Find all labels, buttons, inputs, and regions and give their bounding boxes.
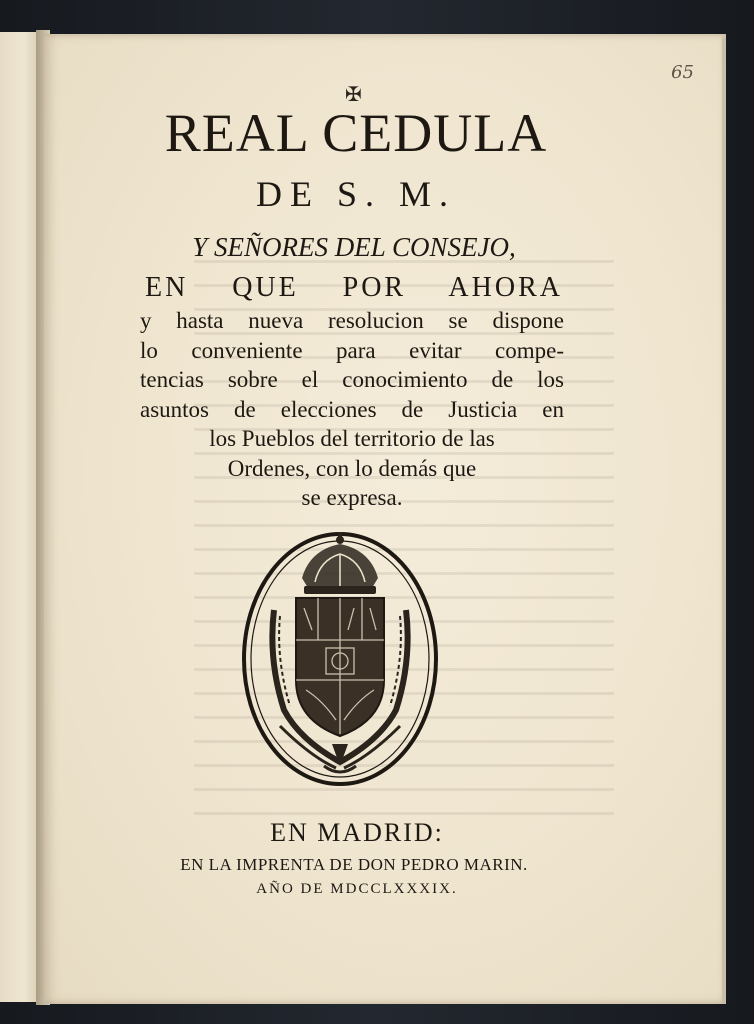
- title-line-2: DE S. M.: [255, 174, 457, 214]
- title-line-4: EN QUE POR AHORA: [145, 272, 563, 303]
- imprint-printer: EN LA IMPRENTA DE DON PEDRO MARIN.: [180, 855, 528, 874]
- body-line: asuntos de elecciones de Justicia en: [140, 396, 564, 422]
- folio-number: 65: [671, 62, 694, 83]
- cross-ornament: ✠: [345, 82, 362, 106]
- title-body: [140, 306, 564, 513]
- body-line: y hasta nueva resolucion se dispone: [140, 308, 564, 333]
- page-edge: [722, 38, 726, 1003]
- imprint-place: EN MADRID:: [270, 818, 444, 847]
- body-line: lo conveniente para evitar compe-: [140, 337, 564, 363]
- body-line: los Pueblos del territorio de las: [209, 426, 495, 451]
- imprint-year: AÑO DE MDCCLXXXIX.: [256, 881, 458, 897]
- title-line-1: REAL CEDULA: [164, 103, 548, 163]
- body-line: Ordenes, con lo demás que: [227, 455, 477, 481]
- body-line: tencias sobre el conocimiento de los: [140, 367, 564, 392]
- royal-coat-of-arms-icon: [240, 530, 440, 788]
- body-line: se expresa.: [301, 485, 403, 510]
- title-line-3: Y SEÑORES DEL CONSEJO,: [192, 232, 516, 262]
